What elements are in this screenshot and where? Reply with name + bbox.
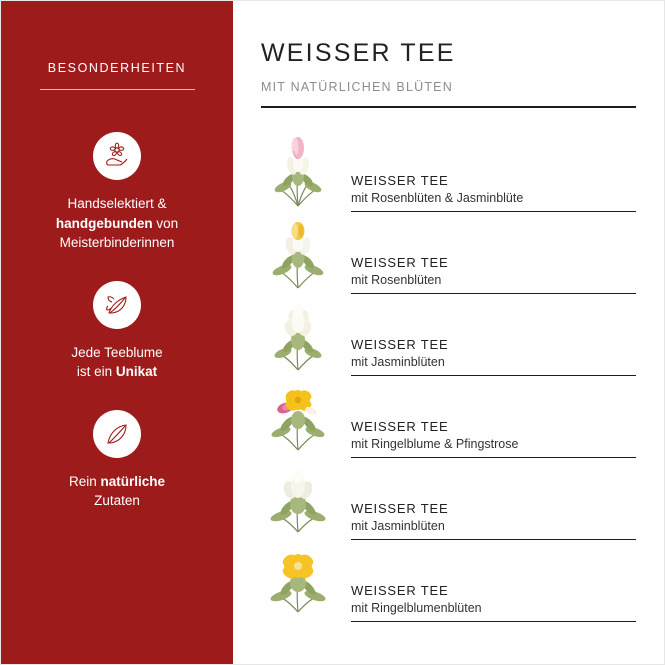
feature-item-unikat	[71, 281, 162, 382]
product-title: WEISSER TEE	[351, 418, 449, 434]
feature-text-handselektiert	[56, 194, 178, 253]
feature-line-2-bold: handgebunden	[55, 215, 153, 231]
feature-line-2: Zutaten	[94, 493, 140, 509]
product-text	[351, 251, 636, 294]
feature-line-2: ist ein	[76, 364, 113, 380]
jasmine-flower-thumb	[261, 296, 335, 374]
product-subtitle: mit Rosenblüten & Jasminblüte	[351, 190, 524, 205]
product-row[interactable]	[261, 540, 636, 622]
sidebar-title: BESONDERHEITEN	[47, 61, 187, 75]
product-text	[351, 415, 636, 458]
hand-flower-icon	[93, 132, 141, 180]
product-subtitle: mit Jasminblüten	[351, 518, 445, 533]
marigold-peony-flower-thumb	[261, 378, 335, 456]
leaf-blossom-icon	[93, 281, 141, 329]
product-panel	[233, 1, 664, 664]
feature-line-2-bold: Unikat	[112, 364, 158, 380]
product-subtitle: mit Jasminblüten	[351, 354, 445, 369]
leaf-icon	[93, 410, 141, 458]
yellow-rose-flower-thumb	[261, 214, 335, 292]
product-text	[351, 333, 636, 376]
feature-text-natuerlich	[69, 472, 165, 511]
product-title: WEISSER TEE	[351, 254, 449, 270]
product-title: WEISSER TEE	[351, 172, 449, 188]
product-text	[351, 497, 636, 540]
feature-item-natuerlich	[69, 410, 165, 511]
product-row[interactable]	[261, 294, 636, 376]
product-title: WEISSER TEE	[351, 336, 449, 352]
product-subtitle: mit Ringelblume & Pfingstrose	[351, 436, 519, 451]
jasmine-flower-icon	[261, 296, 335, 374]
jasmine-flower-2-icon	[261, 460, 335, 538]
product-text	[351, 579, 636, 622]
marigold-flower-thumb	[261, 542, 335, 620]
feature-line-1: Jede Teeblume	[71, 344, 163, 360]
sidebar-title-underline	[40, 89, 195, 90]
product-row[interactable]	[261, 130, 636, 212]
feature-line-1-bold: natürliche	[96, 473, 166, 489]
rose-jasmine-flower-thumb	[261, 132, 335, 210]
product-subtitle: mit Rosenblüten	[351, 272, 442, 287]
feature-line-3: Meisterbinderinnen	[59, 235, 175, 251]
feature-text-unikat	[71, 343, 162, 382]
page-title: WEISSER TEE	[261, 39, 456, 67]
feature-line-1: Handselektiert &	[67, 196, 167, 211]
product-subtitle: mit Ringelblumenblüten	[351, 600, 482, 615]
product-title: WEISSER TEE	[351, 500, 449, 516]
header-divider	[261, 106, 636, 108]
product-text	[351, 169, 636, 212]
product-list	[261, 130, 636, 622]
marigold-peony-flower-icon	[261, 378, 335, 456]
jasmine-flower-2-thumb	[261, 460, 335, 538]
rose-jasmine-flower-icon	[261, 132, 335, 210]
features-sidebar	[1, 1, 233, 664]
product-row[interactable]	[261, 376, 636, 458]
page-subtitle: MIT NATÜRLICHEN BLÜTEN	[261, 80, 453, 94]
feature-item-handselektiert	[56, 132, 178, 253]
product-row[interactable]	[261, 212, 636, 294]
product-title: WEISSER TEE	[351, 582, 449, 598]
feature-line-2-tail: von	[152, 215, 179, 231]
marigold-flower-icon	[261, 542, 335, 620]
product-row[interactable]	[261, 458, 636, 540]
feature-line-1: Rein	[68, 473, 97, 489]
yellow-rose-flower-icon	[261, 214, 335, 292]
